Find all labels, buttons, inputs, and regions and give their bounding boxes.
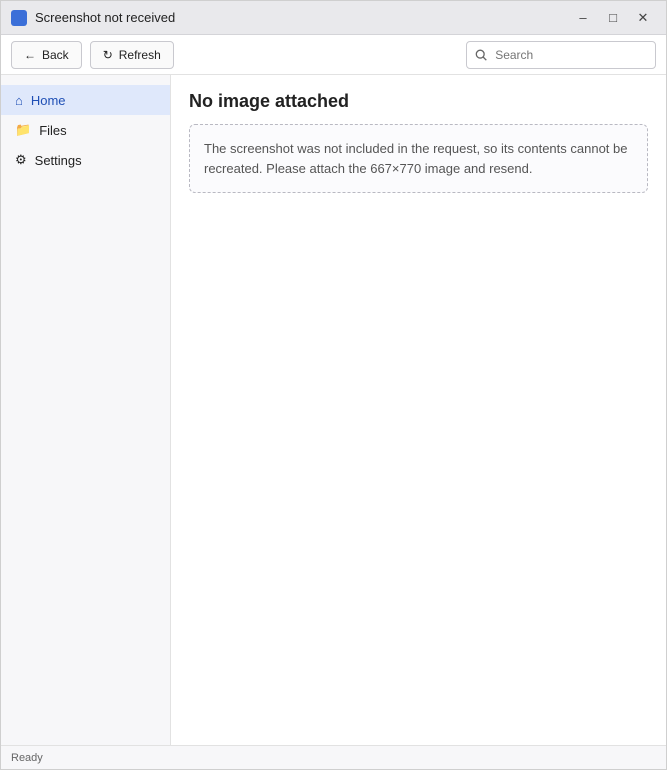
folder-icon: 📁: [15, 122, 32, 137]
minimize-icon[interactable]: –: [579, 10, 587, 25]
sidebar-item-settings[interactable]: [1, 145, 170, 175]
sidebar-item-home[interactable]: [1, 85, 170, 115]
toolbar: [1, 35, 666, 75]
main-panel: [171, 75, 666, 745]
status-bar: [1, 745, 666, 769]
status-text: Ready: [11, 751, 43, 764]
refresh-button[interactable]: [90, 41, 174, 69]
notice-message: The screenshot was not included in the request, so its contents cannot be recreated. Please attach the 667×770 image and resend.: [189, 124, 648, 193]
app-icon: [11, 10, 27, 26]
refresh-icon: ↻: [102, 47, 113, 62]
back-button[interactable]: [11, 41, 82, 69]
search-input[interactable]: [493, 47, 647, 63]
back-button-label: Back: [42, 47, 69, 62]
content-area: [1, 75, 666, 745]
arrow-left-icon: ←: [24, 47, 36, 62]
maximize-icon[interactable]: □: [609, 10, 617, 25]
sidebar: [1, 75, 171, 745]
page-title: No image attached: [189, 91, 350, 111]
refresh-button-label: Refresh: [118, 47, 161, 62]
window-controls: [570, 7, 656, 29]
gear-icon: ⚙: [15, 152, 27, 167]
sidebar-item-label: Settings: [34, 152, 82, 168]
sidebar-item-label: Files: [39, 122, 67, 138]
sidebar-item-label: Home: [30, 92, 66, 108]
search-icon: [475, 48, 487, 62]
window-title: Screenshot not received: [35, 10, 176, 25]
home-icon: ⌂: [15, 92, 23, 108]
sidebar-item-files[interactable]: [1, 115, 170, 145]
search-box: [466, 41, 656, 69]
close-icon[interactable]: ✕: [637, 9, 649, 25]
title-bar: [1, 1, 666, 35]
